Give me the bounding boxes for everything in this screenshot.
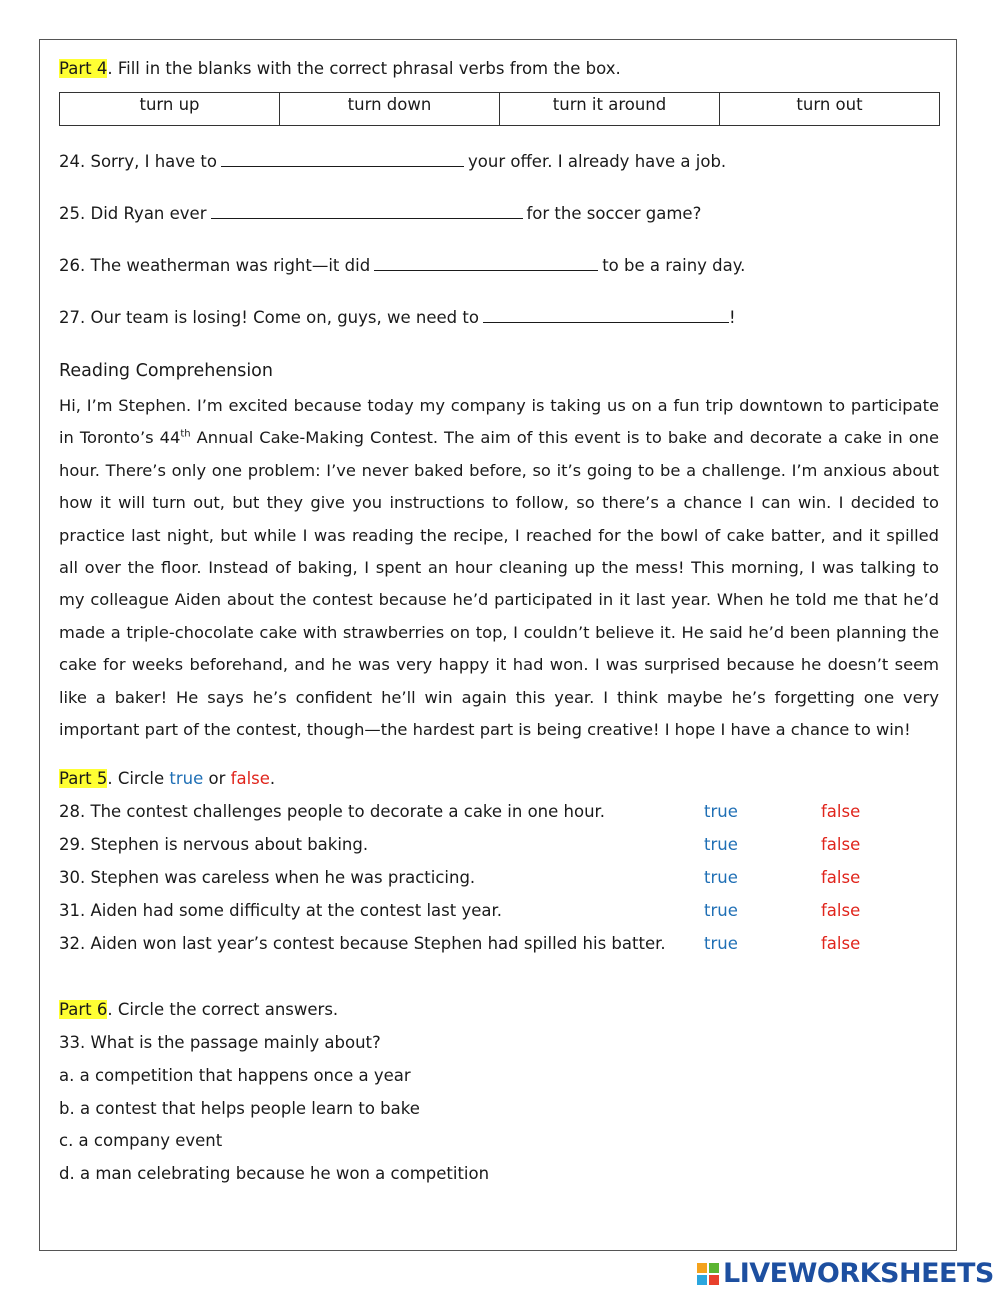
reading-passage — [59, 390, 939, 746]
question-27-start: 27. Our team is losing! Come on, guys, we need to — [59, 308, 479, 327]
liveworksheets-logo — [697, 1258, 994, 1289]
part4-label: Part 4 — [59, 59, 108, 78]
tf-row-28 — [59, 802, 939, 826]
question-26-end: to be a rainy day. — [602, 256, 746, 275]
part6-instruction: . Circle the correct answers. — [107, 1000, 339, 1019]
option-b[interactable]: b. a contest that helps people learn to bake — [59, 1099, 420, 1118]
logo-text: LIVEWORKSHEETS — [723, 1258, 994, 1289]
question-32: 32. Aiden won last year’s contest because Stephen had spilled his batter. — [59, 934, 666, 953]
part5-label: Part 5 — [59, 769, 108, 788]
false-option[interactable]: false — [821, 934, 861, 953]
tf-row-30 — [59, 868, 939, 892]
word-box-item: turn up — [60, 93, 280, 125]
tf-row-29 — [59, 835, 939, 859]
passage-ordinal-suffix: th — [180, 428, 191, 440]
part6-label: Part 6 — [59, 1000, 108, 1019]
false-option[interactable]: false — [821, 802, 861, 821]
question-25-end: for the soccer game? — [526, 204, 702, 223]
true-option[interactable]: true — [704, 901, 738, 920]
word-box-item: turn down — [280, 93, 500, 125]
question-31: 31. Aiden had some difficulty at the contest last year. — [59, 901, 502, 920]
tf-row-32 — [59, 934, 939, 958]
logo-icon — [697, 1263, 719, 1285]
false-option[interactable]: false — [821, 835, 861, 854]
word-box-item: turn out — [796, 95, 863, 114]
tf-row-31 — [59, 901, 939, 925]
or-word: or — [203, 769, 231, 788]
false-option[interactable]: false — [821, 901, 861, 920]
answer-blank-26[interactable] — [374, 256, 598, 271]
question-33: 33. What is the passage mainly about? — [59, 1033, 381, 1052]
question-25-start: 25. Did Ryan ever — [59, 204, 207, 223]
reading-title: Reading Comprehension — [59, 361, 273, 381]
question-27-end: ! — [728, 308, 736, 327]
part5-instruction: . Circle — [107, 769, 170, 788]
passage-start: Hi, I’m Stephen. I’m excited because today my company is taking us on a fun trip downtown to participate in Toronto’s 44 — [59, 396, 939, 448]
question-24 — [59, 152, 726, 171]
word-box-item: turn it around — [500, 93, 720, 125]
option-c[interactable]: c. a company event — [59, 1131, 223, 1150]
passage-rest: Annual Cake-Making Contest. The aim of this event is to bake and decorate a cake in one hour. There’s only one problem: I’ve never baked before, so it’s going to be a challenge. I’m anxious about how it will turn out, but they give you instructions to follow, so there’s a chance I can win. I decided to practice last night, but while I was reading the recipe, I reached for the bowl of cake batter, and it spilled all over the floor. Instead of baking, I spent an hour cleaning up the mess! This morning, I was talking to my colleague Aiden about the contest because he’d participated in it last year. When he told me that he’d made a triple-chocolate cake with strawberries on top, I couldn’t believe it. He said he’d been planning the cake for weeks beforehand, and he was very happy it had won. I was surprised because he doesn’t seem like a baker! He says he’s confident he’ll win again this year. I think maybe he’s forgetting one very important part of the contest, though—the hardest part is being creative! I hope I have a chance to win! — [59, 428, 939, 740]
true-option[interactable]: true — [704, 802, 738, 821]
false-word: false — [230, 769, 270, 788]
false-option[interactable]: false — [821, 868, 861, 887]
question-27 — [59, 308, 736, 327]
answer-blank-25[interactable] — [211, 204, 523, 219]
question-24-end: your offer. I already have a job. — [468, 152, 727, 171]
part5-header — [59, 769, 275, 788]
period: . — [269, 769, 276, 788]
word-box — [59, 92, 940, 126]
true-word: true — [169, 769, 204, 788]
question-28: 28. The contest challenges people to decorate a cake in one hour. — [59, 802, 606, 821]
question-30: 30. Stephen was careless when he was practicing. — [59, 868, 476, 887]
question-26-start: 26. The weatherman was right—it did — [59, 256, 371, 275]
true-option[interactable]: true — [704, 835, 738, 854]
part6-header — [59, 1000, 338, 1019]
question-24-start: 24. Sorry, I have to — [59, 152, 217, 171]
part4-header — [59, 59, 621, 78]
answer-blank-27[interactable] — [483, 308, 729, 323]
answer-blank-24[interactable] — [221, 152, 464, 167]
question-29: 29. Stephen is nervous about baking. — [59, 835, 369, 854]
option-d[interactable]: d. a man celebrating because he won a competition — [59, 1164, 490, 1183]
part4-instruction: . Fill in the blanks with the correct phrasal verbs from the box. — [107, 59, 621, 78]
question-26 — [59, 256, 745, 275]
true-option[interactable]: true — [704, 868, 738, 887]
option-a[interactable]: a. a competition that happens once a year — [59, 1066, 411, 1085]
question-25 — [59, 204, 701, 223]
true-option[interactable]: true — [704, 934, 738, 953]
